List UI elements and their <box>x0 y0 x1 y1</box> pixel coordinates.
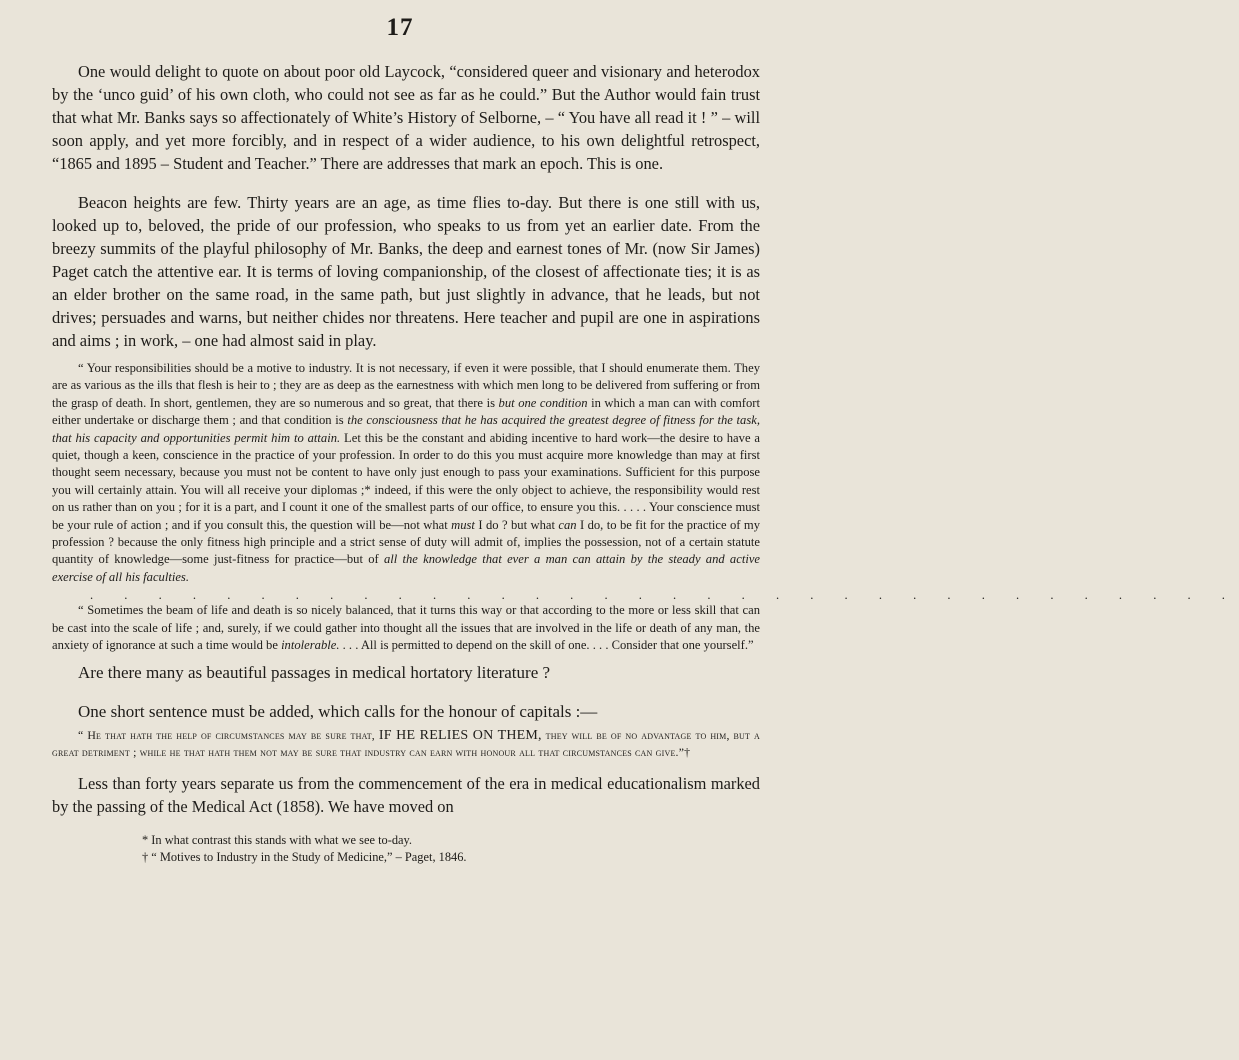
page-content <box>52 60 1239 866</box>
quote-1-italic: all the knowledge that ever a man can attain by the steady and active exercise of all his faculties. <box>52 552 760 584</box>
paragraph-1: One would delight to quote on about poor old Laycock, “considered queer and visionary and heterodox by the ‘unco guid’ of his own cloth, who could not see as far as he could.” But the Author would fain trust that what Mr. Banks says so affectionately of White’s History of Selborne, – “ You have all read it ! ” – will soon apply, and yet more forcibly, and in respect of a wider audience, to his own delightful retrospect, “1865 and 1895 – Student and Teacher.” There are addresses that mark an epoch. This is one. <box>52 62 760 173</box>
quote-1-text: I do, to be fit for the practice of my profession ? because the only fitness high principle and a strict sense of duty will admit of, implies the possession, not of a certain statute quantity of knowledge—some just-fitness for practice—but of <box>52 517 761 567</box>
capitals-quote-emphasis: IF HE RELIES ON THEM, <box>378 727 542 743</box>
footnote: * In what contrast this stands with what we see to-day. <box>142 832 413 847</box>
capitals-intro: One short sentence must be added, which calls for the honour of capitals :— <box>78 701 598 721</box>
quote-2-text: “ Sometimes the beam of life and death is so nicely balanced, that it turns this way or that according to the more or less skill that can be cast into the scale of life ; and, surely, if we could gather into thought all the issues that are involved in the life or death of any man, the anxiety of ignorance at such a time would be <box>52 603 760 653</box>
paragraph-2: Beacon heights are few. Thirty years are an age, as time flies to-day. But there is one still with us, looked up to, beloved, the pride of our profession, who speaks to us from yet an earlier date. From the breezy summits of the playful philosophy of Mr. Banks, the deep and earnest tones of Mr. (now Sir James) Paget catch the attentive ear. It is terms of loving companionship, of the closest of affectionate ties; it is as an elder brother on the same road, in the same path, but just slightly in advance, that he leads, but not drives; persuades and warns, but neither chides nor threatens. Here teacher and pupil are one in aspirations and aims ; in work, – one had almost said in play. <box>52 193 760 350</box>
page-number: 17 <box>386 14 414 41</box>
paragraph-3: Less than forty years separate us from the commencement of the era in medical educationalism marked by the passing of the Medical Act (1858). We have moved on <box>52 773 760 816</box>
quote-1-italic: but one condition <box>498 395 588 410</box>
rhetorical-question: Are there many as beautiful passages in medical hortatory literature ? <box>78 662 551 682</box>
footnote: † “ Motives to Industry in the Study of Medicine,” – Paget, 1846. <box>142 849 467 864</box>
capitals-quote <box>52 727 760 760</box>
quote-1-italic: can <box>558 517 577 532</box>
quote-1-text: Let this be the constant and abiding incentive to hard work—the desire to have a quiet, though a keen, conscience in the practice of your profession. In order to do this you must acquire more knowledge than may at first thought seem necessary, because you must not be content to have only just enough to pass your examinations. Sufficient for this purpose you will certainly attain. You will all receive your diplomas ;* indeed, if this were the only object to achieve, the responsibility would rest on us rather than on you ; for it is a part, and I count it one of the smallest parts of our office, to ensure you this. . . . . Your conscience must be your rule of action ; and if you consult this, the question will be—not what <box>52 430 761 532</box>
quote-1-text: “ Your responsibilities should be a motive to industry. It is not necessary, if even it were possible, that I should enumerate them. They are as various as the ills that flesh is heir to ; they are as deep as the earnestness with which men long to be delivered from suffering or from the grasp of death. In short, gentlemen, they are so numerous and so great, that there is <box>52 361 760 410</box>
quote-1-text: I do ? but what <box>474 517 559 532</box>
capitals-quote-rest: they will be of no advantage to him, but a great detriment ; while he that hath them not may be sure that industry can earn with honour all that circumstances can give.”† <box>52 727 760 759</box>
quote-1-text: in which a man can with comfort either undertake or discharge them ; and that condition is <box>52 395 760 428</box>
quote-2 <box>52 602 760 654</box>
quote-1-italic: the consciousness that he has acquired the greatest degree of fitness for the task, that his capacity and opportunities permit him to attain. <box>52 413 760 445</box>
capitals-quote-lead: “ He that hath the help of circumstances may be sure that, <box>78 727 379 742</box>
quote-1-italic: must <box>451 517 475 532</box>
ellipsis-divider: . . . . . . . . . . . . . . . . . . . . . . . . . . . . . . . . . . <box>90 588 1239 603</box>
quote-1 <box>52 360 760 586</box>
quote-2-text: . . . All is permitted to depend on the skill of one. . . . Consider that one yourself.” <box>339 638 754 653</box>
quote-2-italic: intolerable. <box>281 638 340 653</box>
footnotes <box>52 832 760 866</box>
